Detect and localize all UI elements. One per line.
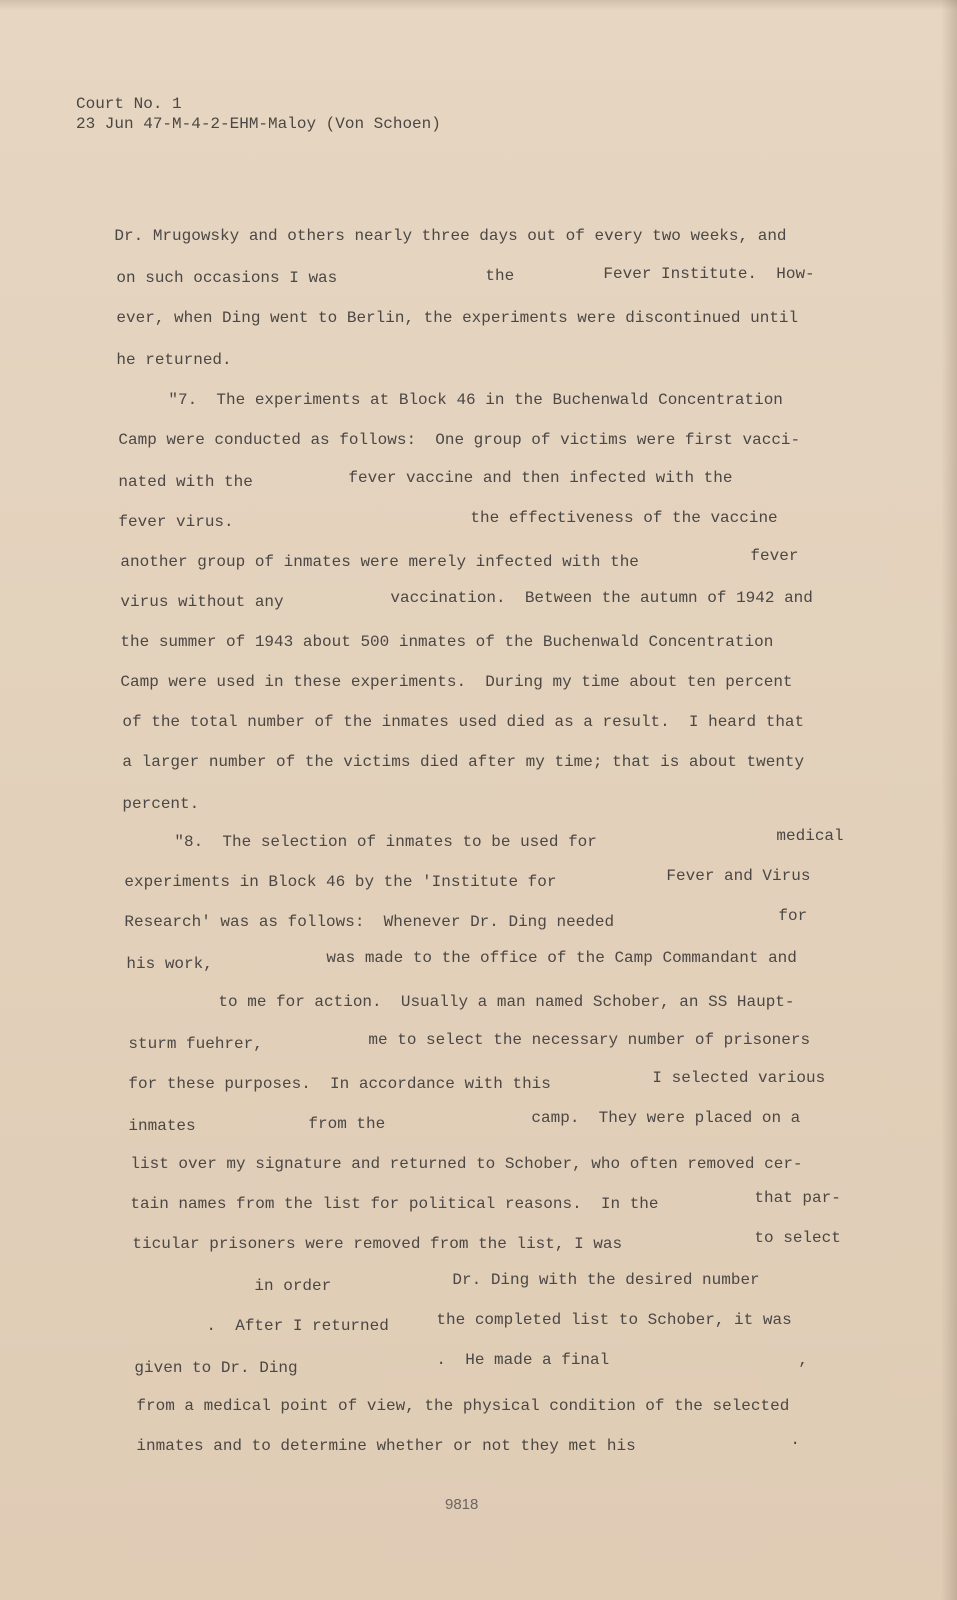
text-segment: fever xyxy=(750,547,799,565)
text-segment: in order xyxy=(254,1277,332,1295)
text-segment: nated with the xyxy=(118,473,253,491)
text-segment: Dr. Mrugowsky and others nearly three days out of every two weeks, and xyxy=(114,227,787,245)
text-segment: Camp were conducted as follows: One group of victims were first vacci- xyxy=(118,431,801,449)
text-segment: medical xyxy=(776,827,844,845)
court-number: Court No. 1 xyxy=(76,95,182,113)
text-segment: on such occasions I was xyxy=(116,269,338,287)
text-segment: the summer of 1943 about 500 inmates of the Buchenwald Concentration xyxy=(120,633,774,651)
text-segment: Research' was as follows: Whenever Dr. Ding needed xyxy=(124,913,615,931)
text-segment: Dr. Ding with the desired number xyxy=(452,1271,760,1289)
text-segment: "8. The selection of inmates to be used for xyxy=(174,833,597,851)
text-segment: to select xyxy=(754,1229,841,1247)
text-line xyxy=(752,1410,800,1470)
text-segment: experiments in Block 46 by the 'Institute for xyxy=(124,873,557,891)
text-segment: sturm fuehrer, xyxy=(128,1035,263,1053)
page-top-shadow xyxy=(0,0,957,10)
text-segment: virus without any xyxy=(120,593,284,611)
text-segment: tain names from the list for political reasons. In the xyxy=(130,1195,659,1213)
text-segment: camp. They were placed on a xyxy=(531,1109,801,1127)
document-header xyxy=(76,94,441,134)
text-line xyxy=(98,1416,636,1476)
text-segment: for these purposes. In accordance with this xyxy=(128,1075,551,1093)
text-segment: for xyxy=(778,907,808,925)
text-segment: inmates and to determine whether or not they met his xyxy=(136,1437,636,1455)
text-segment: . He made a final xyxy=(436,1351,610,1369)
text-segment: to me for action. Usually a man named Schober, an SS Haupt- xyxy=(218,993,795,1011)
text-segment: "7. The experiments at Block 46 in the Buchenwald Concentration xyxy=(168,391,783,409)
text-segment: fever virus. xyxy=(118,513,234,531)
text-segment: inmates xyxy=(128,1117,196,1135)
text-segment: list over my signature and returned to Schober, who often removed cer- xyxy=(130,1155,803,1173)
transcript-reference: 23 Jun 47-M-4-2-EHM-Maloy (Von Schoen) xyxy=(76,115,441,133)
text-segment: from a medical point of view, the physical condition of the selected xyxy=(136,1397,790,1415)
text-segment: from the xyxy=(308,1115,386,1133)
text-segment: his work, xyxy=(126,955,213,973)
text-segment: was made to the office of the Camp Commandant and xyxy=(326,949,797,967)
text-segment: Fever Institute. How- xyxy=(603,265,815,283)
text-segment: that par- xyxy=(754,1189,841,1207)
page-number: 9818 xyxy=(445,1496,479,1513)
text-segment: he returned. xyxy=(116,351,232,369)
text-segment: a larger number of the victims died after my time; that is about twenty xyxy=(122,753,805,771)
text-segment: ticular prisoners were removed from the list, I was xyxy=(132,1235,623,1253)
text-segment: Camp were used in these experiments. During my time about ten percent xyxy=(120,673,793,691)
text-segment: . After I returned xyxy=(206,1317,389,1335)
text-segment: of the total number of the inmates used died as a result. I heard that xyxy=(122,713,805,731)
text-segment: the completed list to Schober, it was xyxy=(436,1311,792,1329)
text-segment: ever, when Ding went to Berlin, the experiments were discontinued until xyxy=(116,309,799,327)
text-segment: given to Dr. Ding xyxy=(134,1359,298,1377)
text-segment: . xyxy=(790,1431,801,1449)
text-segment: vaccination. Between the autumn of 1942 and xyxy=(390,589,813,607)
text-segment: another group of inmates were merely infected with the xyxy=(120,553,639,571)
page-right-shadow xyxy=(941,0,957,1600)
text-segment: fever vaccine and then infected with the xyxy=(348,469,733,487)
text-segment: percent. xyxy=(122,795,200,813)
text-segment: the xyxy=(485,267,515,285)
text-segment: me to select the necessary number of prisoners xyxy=(368,1031,811,1049)
text-segment: , xyxy=(798,1351,809,1369)
text-segment: the effectiveness of the vaccine xyxy=(470,509,778,527)
text-segment: I selected various xyxy=(652,1069,826,1087)
text-segment: Fever and Virus xyxy=(666,867,811,885)
